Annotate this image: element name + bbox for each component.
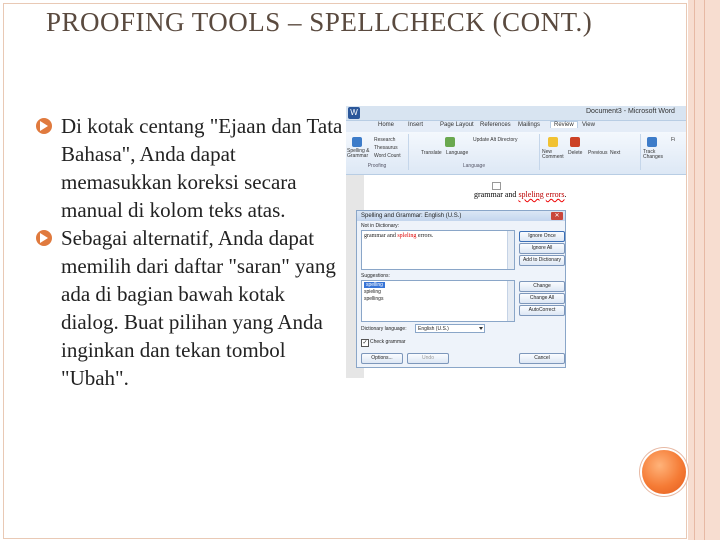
- doc-text-error: errors: [545, 190, 565, 199]
- check-grammar-label: Check grammar: [370, 339, 406, 345]
- suggestions-label: Suggestions:: [361, 273, 390, 279]
- spelling-grammar-icon[interactable]: [352, 137, 362, 147]
- language-group: [409, 134, 540, 170]
- final-markup-select[interactable]: Fi: [671, 137, 676, 143]
- bullet-text: Sebagai alternatif, Anda dapat memilih dari daftar "saran" yang ada di bagian bawah kotak dialog. Buat pilihan yang Anda inginkan dan tekan tombol "Ubah".: [61, 226, 336, 390]
- word-count-button[interactable]: Word Count: [374, 153, 401, 159]
- update-dictionary-button[interactable]: Update Alt Directory: [473, 137, 518, 143]
- next-comment-button[interactable]: Next: [610, 150, 621, 156]
- research-button[interactable]: Research: [374, 137, 396, 143]
- new-comment-icon[interactable]: [548, 137, 558, 147]
- language-group-label: Language: [462, 163, 486, 169]
- spelling-grammar-button[interactable]: Spelling & Grammar: [347, 148, 370, 159]
- word-screenshot: [346, 106, 686, 378]
- bullet-item: [34, 112, 346, 224]
- textbox-scrollbar[interactable]: [507, 231, 514, 269]
- word-app-icon[interactable]: W: [348, 107, 360, 119]
- object-anchor-icon: [492, 182, 501, 190]
- thesaurus-button[interactable]: Thesaurus: [374, 145, 398, 151]
- dictionary-language-value: English (U.S.): [418, 326, 449, 332]
- bullet-arrow-icon: [36, 230, 52, 246]
- language-icon[interactable]: [445, 137, 455, 147]
- close-icon[interactable]: ✕: [551, 212, 563, 220]
- orange-orb-decoration: [642, 450, 686, 494]
- language-button[interactable]: Language: [446, 150, 469, 156]
- suggestions-list[interactable]: [361, 280, 515, 322]
- check-grammar-checkbox[interactable]: ✓: [362, 340, 368, 346]
- track-changes-button[interactable]: Track Changes: [643, 149, 664, 160]
- tab-page-layout[interactable]: Page Layout: [440, 122, 474, 128]
- proofing-group: [346, 134, 409, 170]
- ignore-all-button[interactable]: Ignore All: [519, 243, 565, 254]
- tab-references[interactable]: References: [480, 122, 511, 128]
- suggestion-item[interactable]: spellings: [364, 296, 384, 302]
- previous-comment-button[interactable]: Previous: [588, 150, 608, 156]
- bullet-item: [34, 224, 346, 392]
- word-titlebar: [346, 106, 686, 121]
- tracking-group: [641, 134, 686, 170]
- ribbon: [346, 132, 686, 175]
- textbox-text-end: errors.: [416, 233, 434, 239]
- cancel-button[interactable]: Cancel: [519, 353, 565, 364]
- document-title: Document3 - Microsoft Word: [586, 108, 675, 115]
- tab-view[interactable]: View: [582, 122, 595, 128]
- bullet-arrow-icon: [36, 118, 52, 134]
- document-sentence[interactable]: [474, 190, 566, 199]
- delete-comment-button[interactable]: Delete: [568, 150, 583, 156]
- delete-icon[interactable]: [570, 137, 580, 147]
- doc-text-correct: grammar and: [474, 190, 519, 199]
- dictionary-language-select[interactable]: [415, 324, 485, 333]
- chevron-down-icon: [479, 327, 483, 330]
- tab-review[interactable]: Review: [550, 121, 578, 128]
- slide-title: PROOFING TOOLS – SPELLCHECK (CONT.): [46, 7, 593, 37]
- change-button[interactable]: Change: [519, 281, 565, 292]
- suggestion-item-selected[interactable]: spelling: [366, 282, 383, 288]
- translate-button[interactable]: Translate: [421, 150, 442, 156]
- new-comment-button[interactable]: New Comment: [542, 149, 564, 160]
- comments-group: [540, 134, 641, 170]
- right-decorative-band: [688, 0, 720, 540]
- change-all-button[interactable]: Change All: [519, 293, 565, 304]
- textbox-content: [364, 233, 433, 239]
- tab-mailings[interactable]: Mailings: [518, 122, 541, 128]
- not-in-dictionary-textbox[interactable]: [361, 230, 515, 270]
- textbox-text-correct: grammar and: [364, 233, 398, 239]
- dialog-title: Spelling and Grammar: English (U.S.): [357, 211, 565, 221]
- not-in-dictionary-label: Not in Dictionary:: [361, 223, 400, 229]
- bullet-text: Di kotak centang "Ejaan dan Tata Bahasa", Anda dapat memasukkan koreksi secara manual di kolom teks atas.: [61, 114, 343, 222]
- textbox-text-error: spleling: [397, 233, 417, 239]
- autocorrect-button[interactable]: AutoCorrect: [519, 305, 565, 316]
- dictionary-language-label: Dictionary language:: [361, 326, 407, 332]
- bullet-list: [34, 112, 346, 392]
- doc-text-error: spleling: [518, 190, 544, 199]
- track-changes-icon[interactable]: [647, 137, 657, 147]
- options-button[interactable]: Options...: [361, 353, 403, 364]
- tab-home[interactable]: Home: [378, 122, 395, 128]
- suggestion-item[interactable]: spieling: [364, 289, 381, 295]
- ignore-once-button[interactable]: Ignore Once: [519, 231, 565, 242]
- add-to-dictionary-button[interactable]: Add to Dictionary: [519, 255, 565, 266]
- undo-button[interactable]: Undo: [407, 353, 449, 364]
- doc-text-period: .: [564, 190, 567, 199]
- suggestions-scrollbar[interactable]: [507, 281, 514, 321]
- tab-insert[interactable]: Insert: [408, 122, 424, 128]
- spelling-grammar-dialog: [356, 210, 566, 368]
- ribbon-tabs: [346, 121, 686, 132]
- proofing-group-label: Proofing: [367, 163, 387, 169]
